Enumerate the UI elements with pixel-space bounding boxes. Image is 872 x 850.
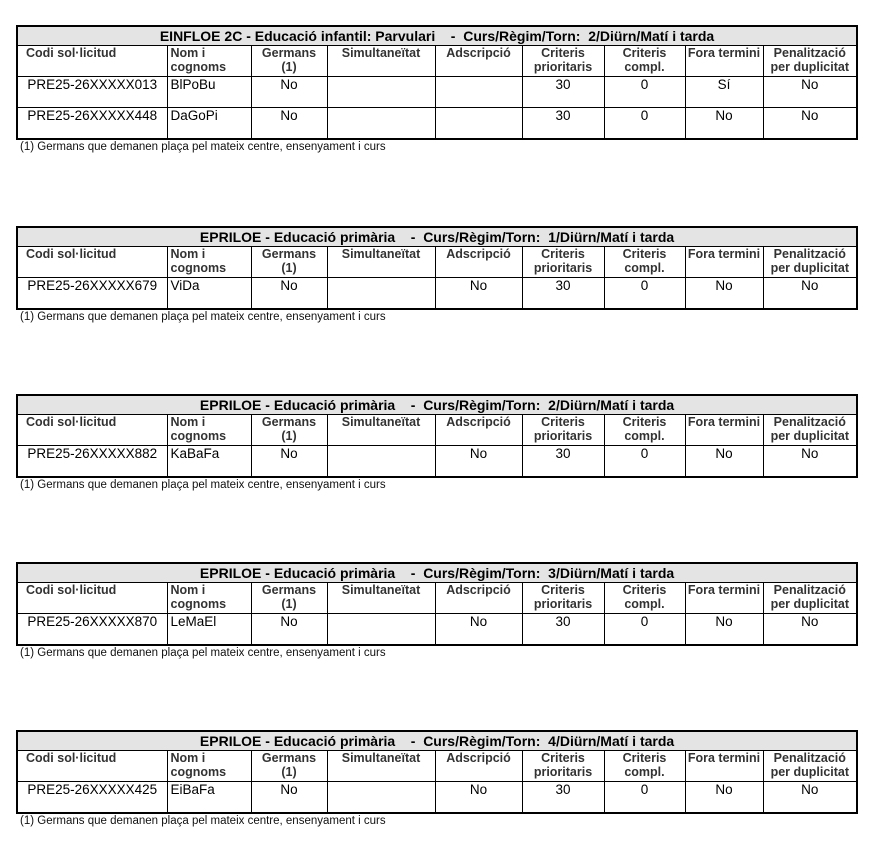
cell-penalitzacio: No (763, 446, 857, 478)
cell-simultaneitat (327, 446, 435, 478)
footnote: (1) Germans que demanen plaça pel mateix centre, ensenyament i curs (20, 815, 386, 827)
cell-penalitzacio: No (763, 278, 857, 310)
header-criteris-compl: Criteris compl. (604, 247, 685, 278)
table-row (17, 108, 857, 140)
cell-codi: PRE25-26XXXXX425 (17, 782, 167, 814)
cell-simultaneitat (327, 278, 435, 310)
table-row (17, 278, 857, 310)
cell-germans: No (251, 614, 327, 646)
enrollment-block (16, 730, 856, 827)
cell-nom: EiBaFa (167, 782, 251, 814)
header-fora-termini: Fora termini (685, 583, 763, 614)
header-nom: Nom i cognoms (167, 247, 251, 278)
cell-criteris-compl: 0 (604, 77, 685, 108)
header-fora-termini: Fora termini (685, 415, 763, 446)
header-fora-termini: Fora termini (685, 46, 763, 77)
header-penalitzacio: Penalització per duplicitat (763, 415, 857, 446)
cell-codi: PRE25-26XXXXX870 (17, 614, 167, 646)
cell-fora-termini: No (685, 108, 763, 140)
cell-fora-termini: No (685, 614, 763, 646)
header-criteris-prioritaris: Criteris prioritaris (522, 415, 604, 446)
table-row (17, 77, 857, 108)
cell-criteris-prioritaris: 30 (522, 77, 604, 108)
header-nom: Nom i cognoms (167, 583, 251, 614)
cell-adscripcio (435, 108, 522, 140)
header-criteris-prioritaris: Criteris prioritaris (522, 247, 604, 278)
cell-nom: BlPoBu (167, 77, 251, 108)
enrollment-block (16, 394, 856, 491)
header-criteris-compl: Criteris compl. (604, 583, 685, 614)
enrollment-table (16, 562, 858, 646)
cell-nom: KaBaFa (167, 446, 251, 478)
table-title-row (17, 563, 857, 583)
header-adscripcio: Adscripció (435, 415, 522, 446)
header-simultaneitat: Simultaneïtat (327, 583, 435, 614)
table-title: EPRILOE - Educació primària - Curs/Règim/Torn: 4/Diürn/Matí i tarda (17, 731, 857, 751)
cell-nom: LeMaEl (167, 614, 251, 646)
table-row (17, 614, 857, 646)
header-simultaneitat: Simultaneïtat (327, 415, 435, 446)
enrollment-block (16, 226, 856, 323)
header-simultaneitat: Simultaneïtat (327, 46, 435, 77)
cell-penalitzacio: No (763, 108, 857, 140)
header-criteris-prioritaris: Criteris prioritaris (522, 751, 604, 782)
header-nom: Nom i cognoms (167, 46, 251, 77)
header-fora-termini: Fora termini (685, 247, 763, 278)
cell-germans: No (251, 446, 327, 478)
table-header-row (17, 415, 857, 446)
header-penalitzacio: Penalització per duplicitat (763, 247, 857, 278)
table-header-row (17, 247, 857, 278)
enrollment-block (16, 562, 856, 659)
header-penalitzacio: Penalització per duplicitat (763, 751, 857, 782)
header-germans: Germans (1) (251, 751, 327, 782)
table-header-row (17, 583, 857, 614)
cell-criteris-compl: 0 (604, 782, 685, 814)
header-codi: Codi sol·licitud (17, 247, 167, 278)
enrollment-table (16, 730, 858, 814)
cell-criteris-prioritaris: 30 (522, 446, 604, 478)
cell-fora-termini: No (685, 782, 763, 814)
header-germans: Germans (1) (251, 46, 327, 77)
table-header-row (17, 751, 857, 782)
cell-criteris-compl: 0 (604, 614, 685, 646)
header-germans: Germans (1) (251, 247, 327, 278)
cell-penalitzacio: No (763, 614, 857, 646)
cell-fora-termini: Sí (685, 77, 763, 108)
header-nom: Nom i cognoms (167, 751, 251, 782)
header-codi: Codi sol·licitud (17, 46, 167, 77)
cell-criteris-prioritaris: 30 (522, 614, 604, 646)
cell-penalitzacio: No (763, 77, 857, 108)
header-criteris-prioritaris: Criteris prioritaris (522, 583, 604, 614)
footnote: (1) Germans que demanen plaça pel mateix centre, ensenyament i curs (20, 311, 386, 323)
table-header-row (17, 46, 857, 77)
cell-codi: PRE25-26XXXXX679 (17, 278, 167, 310)
cell-criteris-prioritaris: 30 (522, 782, 604, 814)
table-title: EPRILOE - Educació primària - Curs/Règim/Torn: 2/Diürn/Matí i tarda (17, 395, 857, 415)
header-adscripcio: Adscripció (435, 751, 522, 782)
footnote: (1) Germans que demanen plaça pel mateix centre, ensenyament i curs (20, 647, 386, 659)
cell-germans: No (251, 108, 327, 140)
table-title-row (17, 731, 857, 751)
table-title-row (17, 395, 857, 415)
header-adscripcio: Adscripció (435, 46, 522, 77)
header-penalitzacio: Penalització per duplicitat (763, 583, 857, 614)
cell-simultaneitat (327, 782, 435, 814)
table-title: EINFLOE 2C - Educació infantil: Parvulari - Curs/Règim/Torn: 2/Diürn/Matí i tarda (17, 26, 857, 46)
cell-adscripcio (435, 77, 522, 108)
header-adscripcio: Adscripció (435, 583, 522, 614)
cell-penalitzacio: No (763, 782, 857, 814)
header-penalitzacio: Penalització per duplicitat (763, 46, 857, 77)
header-criteris-prioritaris: Criteris prioritaris (522, 46, 604, 77)
cell-adscripcio: No (435, 614, 522, 646)
header-criteris-compl: Criteris compl. (604, 415, 685, 446)
cell-nom: DaGoPi (167, 108, 251, 140)
cell-germans: No (251, 278, 327, 310)
enrollment-table (16, 394, 858, 478)
header-germans: Germans (1) (251, 415, 327, 446)
cell-codi: PRE25-26XXXXX013 (17, 77, 167, 108)
header-criteris-compl: Criteris compl. (604, 751, 685, 782)
cell-simultaneitat (327, 77, 435, 108)
cell-criteris-compl: 0 (604, 446, 685, 478)
enrollment-block (16, 25, 856, 153)
header-codi: Codi sol·licitud (17, 415, 167, 446)
header-simultaneitat: Simultaneïtat (327, 751, 435, 782)
table-row (17, 782, 857, 814)
cell-fora-termini: No (685, 278, 763, 310)
cell-simultaneitat (327, 614, 435, 646)
header-fora-termini: Fora termini (685, 751, 763, 782)
enrollment-table (16, 25, 858, 140)
cell-simultaneitat (327, 108, 435, 140)
cell-adscripcio: No (435, 278, 522, 310)
footnote: (1) Germans que demanen plaça pel mateix centre, ensenyament i curs (20, 141, 386, 153)
header-nom: Nom i cognoms (167, 415, 251, 446)
table-title: EPRILOE - Educació primària - Curs/Règim/Torn: 1/Diürn/Matí i tarda (17, 227, 857, 247)
table-row (17, 446, 857, 478)
cell-codi: PRE25-26XXXXX448 (17, 108, 167, 140)
header-criteris-compl: Criteris compl. (604, 46, 685, 77)
table-title-row (17, 227, 857, 247)
table-title: EPRILOE - Educació primària - Curs/Règim/Torn: 3/Diürn/Matí i tarda (17, 563, 857, 583)
table-title-row (17, 26, 857, 46)
enrollment-table (16, 226, 858, 310)
header-simultaneitat: Simultaneïtat (327, 247, 435, 278)
cell-adscripcio: No (435, 782, 522, 814)
cell-codi: PRE25-26XXXXX882 (17, 446, 167, 478)
header-codi: Codi sol·licitud (17, 751, 167, 782)
header-germans: Germans (1) (251, 583, 327, 614)
cell-criteris-compl: 0 (604, 278, 685, 310)
cell-germans: No (251, 782, 327, 814)
cell-criteris-prioritaris: 30 (522, 278, 604, 310)
footnote: (1) Germans que demanen plaça pel mateix centre, ensenyament i curs (20, 479, 386, 491)
cell-criteris-prioritaris: 30 (522, 108, 604, 140)
header-adscripcio: Adscripció (435, 247, 522, 278)
cell-fora-termini: No (685, 446, 763, 478)
cell-criteris-compl: 0 (604, 108, 685, 140)
cell-germans: No (251, 77, 327, 108)
cell-adscripcio: No (435, 446, 522, 478)
cell-nom: ViDa (167, 278, 251, 310)
header-codi: Codi sol·licitud (17, 583, 167, 614)
